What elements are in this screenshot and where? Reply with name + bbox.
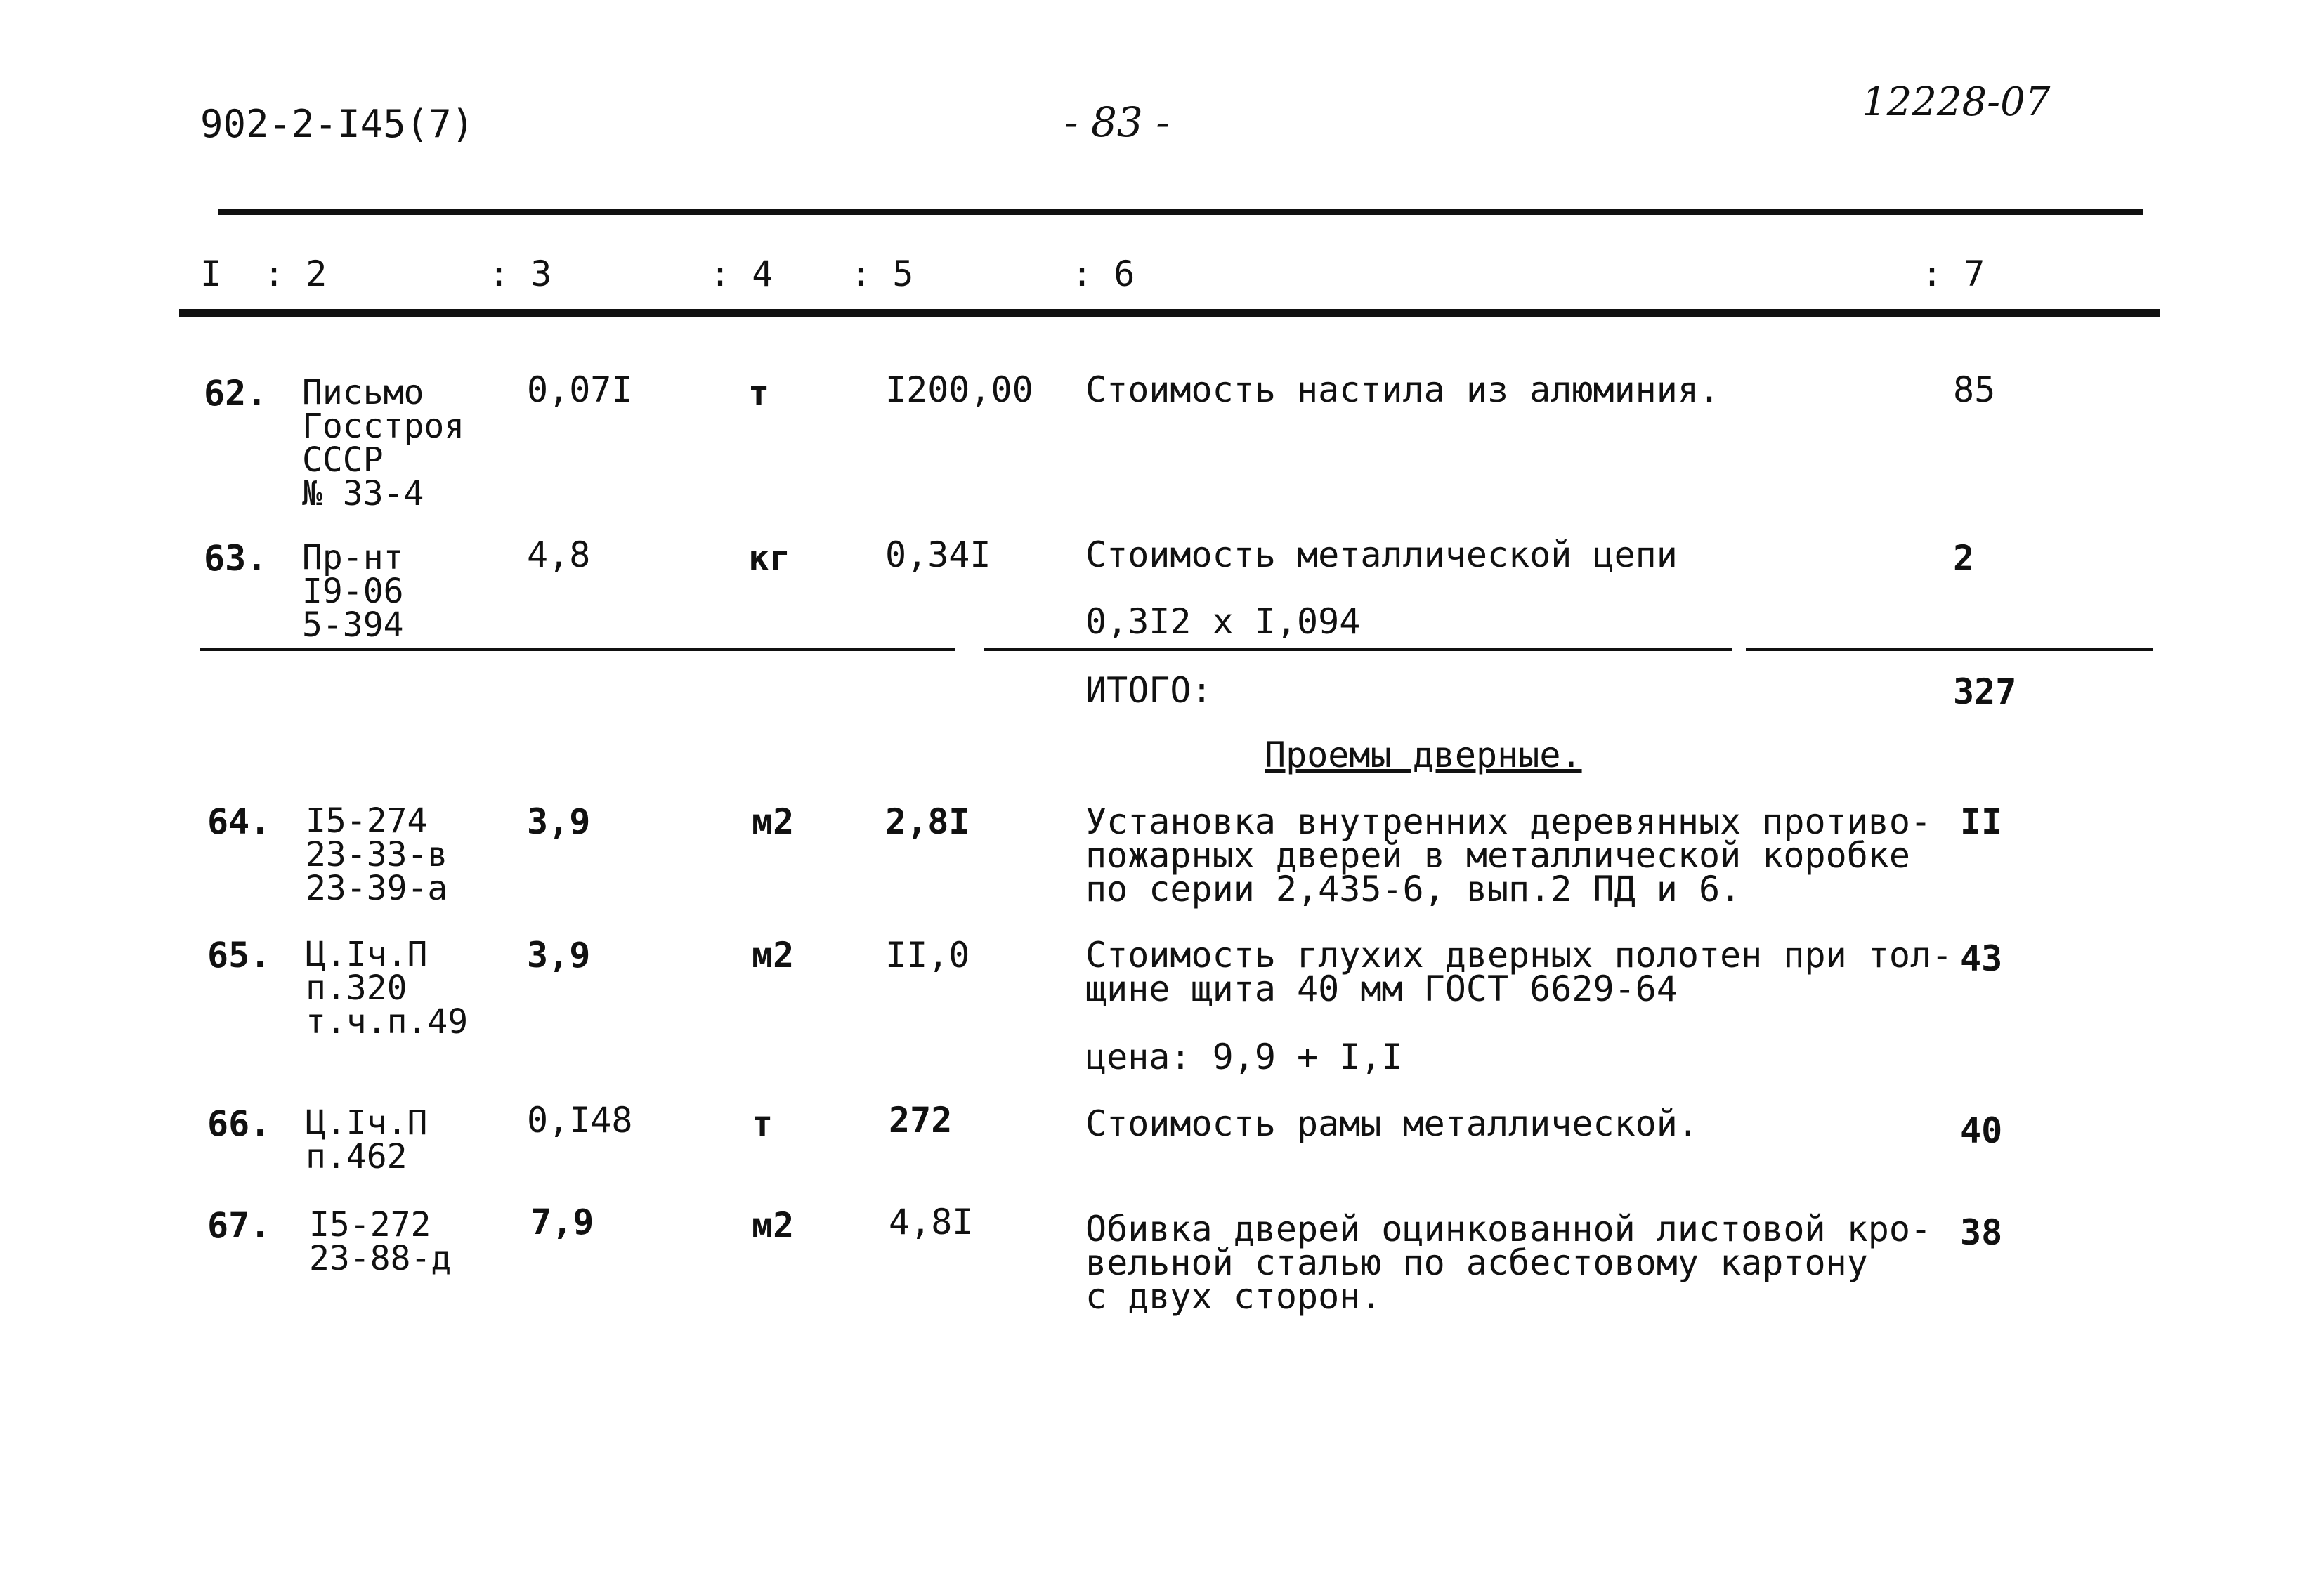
row-description-line: Обивка дверей оцинкованной листовой кро- <box>1085 1209 1932 1249</box>
row-price: 0,34I <box>885 534 991 575</box>
row-number: 62. <box>204 373 268 414</box>
row-price: 4,8I <box>889 1202 974 1242</box>
row-quantity: 3,9 <box>527 801 591 842</box>
col-header-7: : 7 <box>1921 254 1985 294</box>
col-header-2: : 2 <box>263 254 327 294</box>
header-rule <box>179 309 2160 317</box>
page-number: - 83 - <box>1064 98 1170 146</box>
row-price: 272 <box>889 1100 953 1141</box>
row-description-line: Установка внутренних деревянных противо- <box>1085 801 1932 842</box>
row-price: II,0 <box>885 935 970 976</box>
row-unit: т <box>752 1103 773 1144</box>
col-header-4: : 4 <box>710 254 773 294</box>
row-number: 64. <box>207 801 271 842</box>
row-source-line: п.462 <box>306 1137 407 1176</box>
row-total: 85 <box>1953 369 1996 410</box>
row-quantity: 3,9 <box>527 935 591 976</box>
row-source-line: I9-06 <box>302 572 404 611</box>
row-description-line: Стоимость металлической цепи <box>1085 534 1678 575</box>
row-unit: м2 <box>752 935 795 976</box>
row-description-line: по серии 2,435-6, вып.2 ПД и 6. <box>1085 869 1742 910</box>
row-source-line: Пр-нт <box>302 538 404 577</box>
row-quantity: 0,07I <box>527 369 633 410</box>
row-total: II <box>1960 801 2003 842</box>
row-description-line: Стоимость рамы металлической. <box>1085 1103 1699 1144</box>
row-unit: м2 <box>752 1205 795 1246</box>
row-total: 38 <box>1960 1212 2003 1253</box>
row-source-line: I5-274 <box>306 801 428 841</box>
row-source-line: Ц.Iч.П <box>306 935 428 974</box>
row-description-line: Стоимость настила из алюминия. <box>1085 369 1721 410</box>
subtotal-value: 327 <box>1953 671 2017 712</box>
col-header-1: I <box>200 254 222 294</box>
row-description-line: вельной сталью по асбестовому картону <box>1085 1242 1868 1283</box>
section-title: Проемы дверные. <box>1265 735 1582 775</box>
row-number: 65. <box>207 935 271 976</box>
row-description-line: с двух сторон. <box>1085 1276 1382 1317</box>
row-source-line: I5-272 <box>309 1205 431 1245</box>
row-description-line: 0,3I2 х I,094 <box>1085 601 1361 642</box>
row-unit: т <box>748 373 770 414</box>
archive-number: 12228-07 <box>1862 79 2051 125</box>
row-source-line: т.ч.п.49 <box>306 1002 469 1042</box>
row-source-line: 23-33-в <box>306 835 448 874</box>
subtotal-rule-left <box>200 648 955 651</box>
row-quantity: 0,I48 <box>527 1100 633 1141</box>
row-number: 67. <box>207 1205 271 1246</box>
row-source-line: п.320 <box>306 968 407 1008</box>
row-description-line: щине щита 40 мм ГОСТ 6629-64 <box>1085 968 1678 1009</box>
row-quantity: 4,8 <box>527 534 591 575</box>
row-total: 2 <box>1953 538 1975 579</box>
row-unit: м2 <box>752 801 795 842</box>
row-price-note: цена: 9,9 + I,I <box>1085 1037 1403 1077</box>
col-header-3: : 3 <box>488 254 552 294</box>
top-rule <box>218 209 2143 215</box>
row-source-line: 23-88-д <box>309 1239 452 1278</box>
col-header-5: : 5 <box>850 254 914 294</box>
subtotal-label: ИТОГО: <box>1085 670 1213 711</box>
row-price: 2,8I <box>885 801 970 842</box>
row-source-line: Письмо <box>302 373 424 412</box>
row-number: 66. <box>207 1103 271 1144</box>
row-source-line: 23-39-а <box>306 869 448 908</box>
row-source-line: Ц.Iч.П <box>306 1103 428 1143</box>
row-unit: кг <box>748 538 791 579</box>
row-description-line: Стоимость глухих дверных полотен при тол- <box>1085 935 1953 976</box>
row-source-line: СССР <box>302 440 384 480</box>
row-source-line: Госстроя <box>302 407 465 446</box>
document-code: 902-2-I45(7) <box>200 102 475 146</box>
row-total: 40 <box>1960 1110 2003 1151</box>
row-number: 63. <box>204 538 268 579</box>
subtotal-rule-middle <box>984 648 1732 651</box>
row-total: 43 <box>1960 938 2003 979</box>
row-source-line: 5-394 <box>302 605 404 645</box>
subtotal-rule-right <box>1746 648 2153 651</box>
col-header-6: : 6 <box>1071 254 1135 294</box>
row-source-line: № 33-4 <box>302 474 424 513</box>
row-description-line: пожарных дверей в металлической коробке <box>1085 835 1910 876</box>
row-quantity: 7,9 <box>530 1202 594 1242</box>
row-price: I200,00 <box>885 369 1033 410</box>
